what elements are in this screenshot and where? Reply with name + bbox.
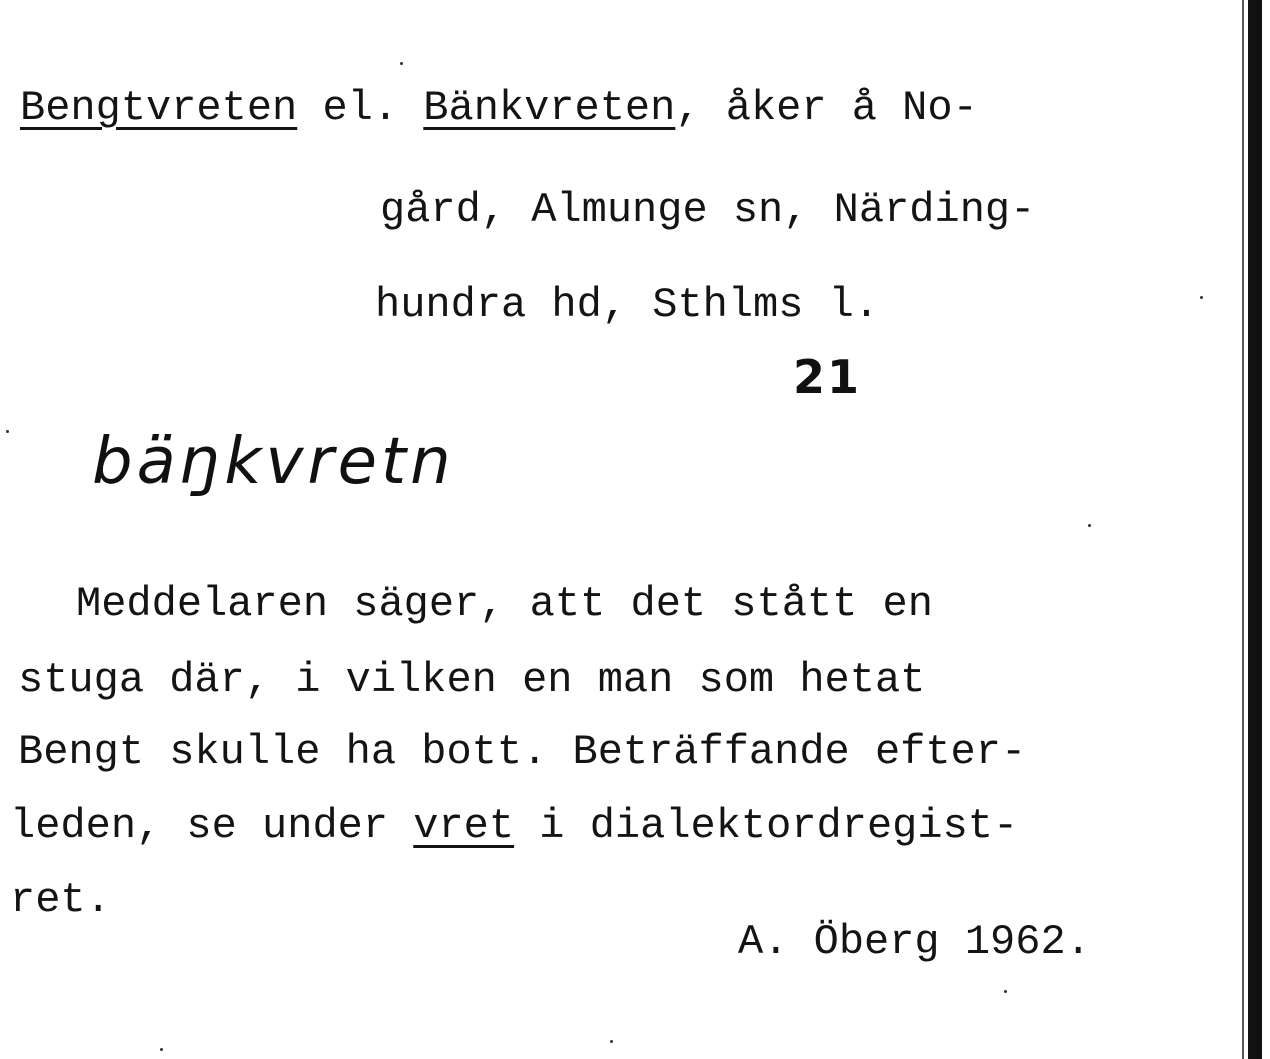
- header-line-2: gård, Almunge sn, Närding-: [380, 186, 1036, 234]
- body-line-2: stuga där, i vilken en man som hetat: [18, 656, 926, 704]
- header-line-1: [20, 84, 978, 132]
- scan-speck: [610, 1040, 613, 1043]
- header-line-3: hundra hd, Sthlms l.: [375, 281, 880, 329]
- handwritten-number: 21: [793, 350, 862, 404]
- scan-speck: [6, 430, 9, 433]
- handwritten-pronunciation: bäŋkvretn: [92, 425, 455, 499]
- card-edge-shadow: [1248, 0, 1262, 1059]
- reference-vret: vret: [413, 802, 515, 850]
- body-line-4: [10, 802, 1018, 850]
- body-line-1: Meddelaren säger, att det stått en: [76, 580, 933, 628]
- card-edge-line: [1242, 0, 1244, 1059]
- signature: A. Öberg 1962.: [738, 918, 1091, 966]
- scan-speck: [1004, 990, 1007, 993]
- header-separator: el.: [297, 84, 424, 132]
- body-line-3: Bengt skulle ha bott. Beträffande efter-: [18, 728, 1027, 776]
- body-line-5: ret.: [10, 876, 111, 924]
- scan-speck: [400, 62, 403, 65]
- headword-bengtvreten: Bengtvreten: [20, 84, 298, 132]
- body-line-4-start: leden, se under: [10, 802, 414, 850]
- scan-speck: [1200, 296, 1203, 299]
- scan-speck: [1088, 524, 1091, 527]
- header-description: , åker å No-: [675, 84, 978, 132]
- headword-bankvreten: Bänkvreten: [423, 84, 676, 132]
- body-line-4-end: i dialektordregist-: [514, 802, 1019, 850]
- scan-speck: [160, 1048, 163, 1051]
